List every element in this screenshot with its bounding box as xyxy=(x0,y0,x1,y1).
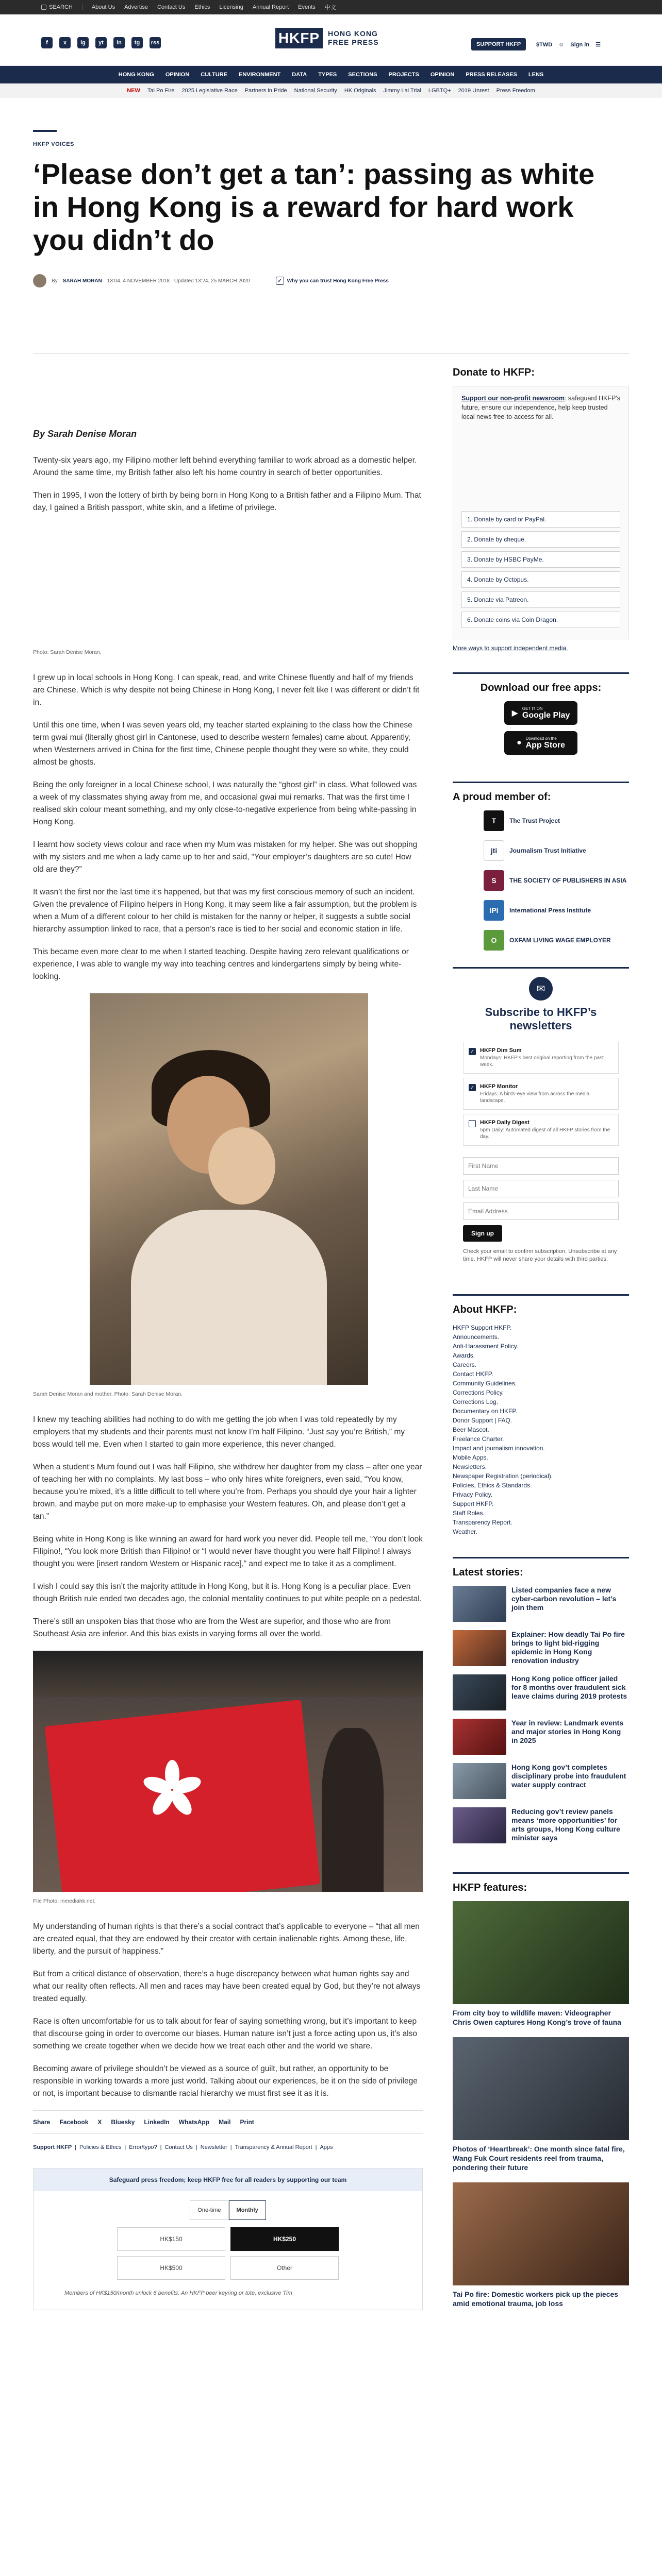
about-link[interactable]: Donor Support | FAQ. xyxy=(453,1417,512,1424)
currency-selector[interactable]: $TWD xyxy=(536,41,553,48)
about-link[interactable]: Policies, Ethics & Standards. xyxy=(453,1482,532,1489)
nav-item-projects[interactable]: PROJECTS xyxy=(388,72,419,78)
article-author: By Sarah Denise Moran xyxy=(33,429,137,439)
youtube-icon[interactable]: yt xyxy=(95,37,107,48)
telegram-icon[interactable]: tg xyxy=(131,37,143,48)
member-oxfam[interactable]: O OXFAM LIVING WAGE EMPLOYER xyxy=(484,930,629,951)
separator: | xyxy=(75,2144,77,2150)
trust-link[interactable] xyxy=(276,277,389,285)
donate-text xyxy=(461,394,620,421)
newsletter-title: Subscribe to HKFP’s newsletters xyxy=(485,1006,597,1032)
utility-contact[interactable]: Contact Us xyxy=(157,4,186,10)
share-mail[interactable]: Mail xyxy=(219,2119,231,2126)
paragraph: Being the only foreigner in a local Chinese school, I was naturally the “ghost girl” in class. What followed was a week of my classmates shying away from me, and occasional gwai mui remarks. That was the first time I realised skin colour meant something, and my only close-to-negative experience from being white-passing in Hong Kong. xyxy=(33,781,417,826)
member-trust-project[interactable]: T The Trust Project xyxy=(484,810,629,831)
utility-search[interactable] xyxy=(41,4,73,10)
about-link[interactable]: Beer Mascot. xyxy=(453,1426,489,1433)
donate-option[interactable]: 3. Donate by HSBC PayMe. xyxy=(461,551,620,568)
paragraph: When a student’s Mum found out I was half Filipino, she withdrew her daughter from my class – after one year of teaching her with no complaints. My last boss – who only hires white foreigners, even said, “You know, because you’re mixed, it’s a little difficult to tell where you’re from. Perhaps you should dye your hair a lighter brown, and maybe put on more make-up to emphasise your Western features. Oh, and please don’t get a tan.” xyxy=(33,1463,422,1521)
section-rule xyxy=(453,967,629,969)
donate-text-body: : safeguard HKFP's future, ensure our independence, help keep trusted local news free-to-access for all. xyxy=(461,395,620,420)
linkedin-icon[interactable]: in xyxy=(113,37,125,48)
oxfam-logo: O xyxy=(484,930,504,951)
separator: | xyxy=(124,2144,126,2150)
email-field[interactable] xyxy=(463,1202,619,1220)
last-name-field[interactable] xyxy=(463,1180,619,1197)
member-jti[interactable]: jti Journalism Trust Initiative xyxy=(484,840,629,861)
jti-logo: jti xyxy=(484,840,504,861)
feature-image xyxy=(453,1901,629,2004)
about-link[interactable]: Newsletters. xyxy=(453,1463,487,1470)
about-link[interactable]: Support HKFP. xyxy=(453,1500,494,1507)
author-avatar xyxy=(33,274,46,287)
nav-item-lens[interactable]: LENS xyxy=(528,72,544,78)
logo-name: HONG KONG FREE PRESS xyxy=(328,29,379,46)
utility-advertise[interactable]: Advertise xyxy=(124,4,148,10)
donate-title: Donate to HKFP: xyxy=(453,367,535,378)
facebook-icon[interactable]: f xyxy=(41,37,53,48)
donate-option[interactable]: 1. Donate by card or PayPal. xyxy=(461,511,620,528)
newsletter-note: Check your email to confirm subscription. Unsubscribe at any time. HKFP will never share your details with third parties. xyxy=(463,1248,617,1262)
photo-caption: File Photo: inmediahk.net. xyxy=(33,1898,96,1904)
about-link[interactable]: Mobile Apps. xyxy=(453,1454,488,1461)
about-link[interactable]: Contact HKFP. xyxy=(453,1370,493,1378)
donate-option[interactable]: 6. Donate coins via Coin Dragon. xyxy=(461,612,620,628)
about-link[interactable]: Staff Roles. xyxy=(453,1510,485,1517)
latest-story[interactable]: Hong Kong police officer jailed for 8 months over fraudulent sick leave claims during 2019 protests xyxy=(453,1674,629,1710)
social-links xyxy=(41,37,161,48)
utility-events[interactable]: Events xyxy=(298,4,316,10)
frequency-monthly[interactable]: Monthly xyxy=(229,2200,266,2220)
policies-link[interactable]: Policies & Ethics xyxy=(79,2144,122,2150)
about-link[interactable]: Documentary on HKFP. xyxy=(453,1408,518,1415)
newsletter-signup xyxy=(453,977,629,1263)
mother-daughter-photo xyxy=(90,993,368,1385)
about-link[interactable]: Community Guidelines. xyxy=(453,1380,517,1387)
logo-mark: HKFP xyxy=(275,28,323,48)
utility-chinese[interactable]: 中文 xyxy=(324,5,336,11)
checkbox-checked-icon[interactable]: ✓ xyxy=(469,1084,476,1091)
about-link[interactable]: HKFP Support HKFP. xyxy=(453,1324,512,1331)
paragraph: Being white in Hong Kong is like winning an award for hard work you never did. People tell me, “You don’t look Filipino!, “You look more British than Filipino! or “I would never have thought you were half Filipino! I always thought you were [insert random Western or Hispanic race],” and expect me to take it as a compliment. xyxy=(33,1535,423,1568)
nav-item-sections[interactable]: SECTIONS xyxy=(348,72,377,78)
latest-story[interactable]: Explainer: How deadly Tai Po fire brings to light bid-rigging epidemic in Hong Kong renovation industry xyxy=(453,1630,629,1666)
about-links xyxy=(453,1323,629,1536)
sopa-logo: S xyxy=(484,870,504,891)
about-link[interactable]: Transparency Report. xyxy=(453,1519,512,1526)
donate-panel xyxy=(453,386,629,639)
paragraph: Until this one time, when I was seven years old, my teacher started explaining to the class how the Chinese term gwai mui (literally ghost girl in Cantonese, used to describe western females) came about. Apparently, when Westerners arrived in China for the first time, Chinese people thought they were so white, they could almost be ghosts. xyxy=(33,721,412,767)
trending-link[interactable]: HK Originals xyxy=(344,88,376,94)
about-link[interactable]: Anti-Harassment Policy. xyxy=(453,1343,519,1350)
paragraph: It wasn’t the first nor the last time it’s happened, but that was my first conscious memory of such an incident. Given the prevalence of Filipino helpers in Hong Kong, it may seem like a fair assumption, but the problem is when a Mum of a different colour to her child is mistaken for the nanny or helper, it suggests a subtle social hierarchy assumption linked to race, that a person’s race is tied to her social and economic station in life. xyxy=(33,888,417,934)
about-link[interactable]: Announcements. xyxy=(453,1333,500,1341)
member-ipi[interactable]: IPI International Press Institute xyxy=(484,900,629,921)
utility-licensing[interactable]: Licensing xyxy=(219,4,243,10)
section-rule xyxy=(453,1872,629,1874)
apple-icon: ● xyxy=(516,738,522,747)
donate-image-placeholder xyxy=(461,429,620,511)
about-link[interactable]: Awards. xyxy=(453,1352,475,1359)
nav-item-opinion-2[interactable]: OPINION xyxy=(430,72,455,78)
paragraph: I learnt how society views colour and race when my Mum was mistaken for my helper. She was out shopping with my sisters and me when a lady came up to her and said, “Your employer’s daughters are so cute! How old are they?” xyxy=(33,840,418,874)
donation-banner: Safeguard press freedom; keep HKFP free for all readers by supporting our team xyxy=(34,2168,422,2191)
byline-dates: 13:04, 4 NOVEMBER 2018 · Updated 13:24, 25 MARCH 2020 xyxy=(107,278,250,284)
apps-link[interactable]: Apps xyxy=(320,2144,333,2150)
donation-amounts xyxy=(34,2227,422,2280)
paragraph: Race is often uncomfortable for us to talk about for fear of saying something wrong, but it’s important to keep that discourse going in order to overcome our biases. Human nature isn’t just a force acting upon us, it’s also something we create together when we decide how we treat each other and the world we share. xyxy=(33,2017,417,2050)
features-title: HKFP features: xyxy=(453,1882,527,1893)
about-link[interactable]: Freelance Charter. xyxy=(453,1435,504,1443)
trending-link[interactable]: 2025 Legislative Race xyxy=(181,88,238,94)
separator: | xyxy=(315,2144,317,2150)
latest-title: Latest stories: xyxy=(453,1567,523,1578)
nav-item-opinion[interactable]: OPINION xyxy=(165,72,190,78)
site-header xyxy=(0,14,662,66)
paragraph: There’s still an unspoken bias that those who are from the West are superior, and those who are from Southeast Asia are inferior. And this bias exists in varying forms all over the world. xyxy=(33,1617,391,1638)
section-rule xyxy=(453,1294,629,1296)
article-body xyxy=(33,367,423,2310)
utility-bar xyxy=(0,0,662,14)
separator: | xyxy=(195,2144,197,2150)
byline-by: By xyxy=(52,278,58,284)
nav-item-culture[interactable]: CULTURE xyxy=(201,72,227,78)
photo-caption: Photo: Sarah Denise Moran. xyxy=(33,649,102,655)
nav-item-hong-kong[interactable]: HONG KONG xyxy=(118,72,154,78)
donate-option[interactable]: 4. Donate by Octopus. xyxy=(461,571,620,588)
trust-project-logo: T xyxy=(484,810,504,831)
signin-link[interactable]: Sign in xyxy=(570,41,590,48)
latest-story[interactable]: Hong Kong gov’t completes disciplinary probe into fraudulent water supply contract xyxy=(453,1763,629,1799)
mail-icon: ✉ xyxy=(529,977,553,1001)
latest-story[interactable]: Listed companies face a new cyber-carbon revolution – let’s join them xyxy=(453,1586,629,1622)
byline xyxy=(33,274,629,287)
header-accent-bar xyxy=(33,130,57,132)
article-kicker[interactable]: HKFP VOICES xyxy=(33,141,74,147)
apps-title: Download our free apps: xyxy=(480,682,602,693)
about-title: About HKFP: xyxy=(453,1304,517,1315)
separator: | xyxy=(160,2144,162,2150)
sidebar xyxy=(453,367,629,2318)
checkbox-icon[interactable] xyxy=(469,1120,476,1127)
transparency-link[interactable]: Transparency & Annual Report xyxy=(235,2144,312,2150)
trending-bar xyxy=(0,83,662,98)
feature-story[interactable]: Photos of ‘Heartbreak’: One month since fatal fire, Wang Fuk Court residents reel from trauma, pondering their future xyxy=(453,2037,629,2172)
newsletter-option[interactable]: HKFP Daily Digest 5pm Daily: Automated digest of all HKFP stories from the day. xyxy=(463,1114,619,1146)
share-bluesky[interactable]: Bluesky xyxy=(111,2119,135,2126)
membership-note: Members of HK$150/month unlock 6 benefits: An HKFP beer keyring or tote, exclusive Tim xyxy=(64,2290,292,2296)
section-rule xyxy=(453,782,629,783)
app-store-button[interactable]: ● Download on the App Store xyxy=(504,731,577,755)
error-typo-link[interactable]: Error/typo? xyxy=(129,2144,157,2150)
main-nav xyxy=(0,66,662,83)
paragraph: Then in 1995, I won the lottery of birth by being born in Hong Kong to a British father and a Filipino Mum. That day, I gained a British passport, white skin, and a lifetime of privilege. xyxy=(33,491,421,512)
feature-story[interactable]: From city boy to wildlife maven: Videographer Chris Owen captures Hong Kong’s trove of fauna xyxy=(453,1901,629,2027)
instagram-icon[interactable]: ig xyxy=(77,37,89,48)
trending-link[interactable]: Tai Po Fire xyxy=(147,88,175,94)
rss-icon[interactable]: rss xyxy=(150,37,161,48)
paragraph: But from a critical distance of observation, there’s a huge discrepancy between what human rights say and what our reality often reflects. All men and races may have been created equal by God, but they’re not always treated equally. xyxy=(33,1970,421,2003)
signup-button[interactable]: Sign up xyxy=(463,1225,502,1242)
share-print[interactable]: Print xyxy=(240,2119,254,2126)
paragraph: Twenty-six years ago, my Filipino mother left behind everything familiar to work abroad as a domestic helper. Around the same time, my British father also left his home country in search of better opportunities. xyxy=(33,456,417,477)
paragraph: I wish I could say this isn’t the majority attitude in Hong Kong, but it is. Hong Kong is a peculiar place. Even though British rule ended two decades ago, the colonial mentality continues to put white people on a pedestal. xyxy=(33,1582,422,1603)
frequency-toggle xyxy=(34,2200,422,2220)
paragraph: I knew my teaching abilities had nothing to do with me getting the job when I was told repeatedly by my employers that my students and their parents must not know I’m half Filipino. “Just say you’re British,” my boss would tell me. Even when I started to gain more experience, this never changed. xyxy=(33,1415,405,1449)
search-icon xyxy=(41,5,46,10)
donate-option[interactable]: 5. Donate via Patreon. xyxy=(461,591,620,608)
paragraph: Becoming aware of privilege shouldn’t be viewed as a source of guilt, but rather, an opportunity to be responsible in working towards a more just world. Talking about our experiences, be it on the side of privilege or not, is important because to dismantle racial hierarchy we must first see it as it is. xyxy=(33,2064,418,2098)
story-thumbnail xyxy=(453,1674,506,1710)
x-icon[interactable]: x xyxy=(59,37,71,48)
story-thumbnail xyxy=(453,1807,506,1843)
article-header xyxy=(33,130,629,287)
checkbox-checked-icon[interactable]: ✓ xyxy=(469,1048,476,1055)
amount-option[interactable]: HK$150 xyxy=(117,2227,225,2251)
newsletter-link[interactable]: Newsletter xyxy=(200,2144,227,2150)
donate-text-link[interactable]: Support our non-profit newsroom xyxy=(461,395,565,402)
play-icon: ▶ xyxy=(511,709,518,718)
amount-option-other[interactable]: Other xyxy=(230,2256,339,2280)
header-links xyxy=(536,41,601,48)
share-facebook[interactable]: Facebook xyxy=(59,2119,89,2126)
story-thumbnail xyxy=(453,1586,506,1622)
contact-link[interactable]: Contact Us xyxy=(164,2144,193,2150)
about-link[interactable]: Corrections Log. xyxy=(453,1398,499,1405)
flag-protest-photo xyxy=(33,1651,423,1892)
section-rule xyxy=(453,1557,629,1558)
nav-item-environment[interactable]: ENVIRONMENT xyxy=(239,72,281,78)
more-ways-link[interactable]: More ways to support independent media. xyxy=(453,645,568,652)
checkmark-icon: ✓ xyxy=(276,277,284,285)
trending-link[interactable]: LGBTQ+ xyxy=(428,88,451,94)
about-link[interactable]: Newspaper Registration (periodical). xyxy=(453,1472,553,1480)
utility-search-label: SEARCH xyxy=(49,4,73,10)
about-link[interactable]: Weather. xyxy=(453,1528,477,1535)
bauhinia-icon xyxy=(141,1759,203,1821)
section-rule xyxy=(453,672,629,674)
share-label: Share xyxy=(33,2119,51,2126)
article-headline: ‘Please don’t get a tan’: passing as white in Hong Kong is a reward for hard work you didn’t do xyxy=(33,158,595,256)
feature-image xyxy=(453,2182,629,2285)
first-name-field[interactable] xyxy=(463,1157,619,1175)
about-link[interactable]: Careers. xyxy=(453,1361,477,1368)
utility-about[interactable]: About Us xyxy=(91,4,115,10)
latest-story[interactable]: Reducing gov’t review panels means ‘more opportunities’ for arts groups, Hong Kong culture minister says xyxy=(453,1807,629,1843)
share-linkedin[interactable]: LinkedIn xyxy=(144,2119,170,2126)
member-sopa[interactable]: S THE SOCIETY OF PUBLISHERS IN ASIA xyxy=(484,870,629,891)
support-link[interactable]: Support HKFP xyxy=(33,2144,72,2150)
new-badge: NEW xyxy=(127,88,140,94)
utility-annual-report[interactable]: Annual Report xyxy=(252,4,289,10)
latest-story[interactable]: Year in review: Landmark events and major stories in Hong Kong in 2025 xyxy=(453,1719,629,1755)
paragraph: I grew up in local schools in Hong Kong. I can speak, read, and write Chinese fluently and half of my friends are Chinese. Which is why despite not being Chinese in Hong Kong, I never felt like I was different or didn’t fit in. xyxy=(33,673,420,707)
trending-link[interactable]: 2019 Unrest xyxy=(458,88,489,94)
share-bar xyxy=(33,2110,423,2134)
trust-link-label: Why you can trust Hong Kong Free Press xyxy=(287,278,389,284)
trending-link[interactable]: Partners in Pride xyxy=(244,88,287,94)
story-thumbnail xyxy=(453,1763,506,1799)
feature-image xyxy=(453,2037,629,2140)
google-play-button[interactable]: ▶ GET IT ON Google Play xyxy=(504,701,577,725)
user-icon[interactable]: ☺ xyxy=(558,41,565,48)
about-link[interactable]: Impact and journalism innovation. xyxy=(453,1445,545,1452)
about-link[interactable]: Privacy Policy. xyxy=(453,1491,493,1498)
support-hkfp-button[interactable]: SUPPORT HKFP xyxy=(471,38,526,50)
nav-item-data[interactable]: DATA xyxy=(292,72,307,78)
nav-item-press-releases[interactable]: PRESS RELEASES xyxy=(466,72,517,78)
paragraph: This became even more clear to me when I started teaching. Despite having zero relevant qualifications or experience, I was able to wangle my way into teaching centres and kindergartens simply by being white-looking. xyxy=(33,947,409,981)
donate-option[interactable]: 2. Donate by cheque. xyxy=(461,531,620,548)
menu-icon[interactable]: ☰ xyxy=(595,42,601,48)
donation-widget xyxy=(33,2168,423,2310)
frequency-one-time[interactable]: One-time xyxy=(190,2200,228,2220)
photo-caption: Sarah Denise Moran and mother. Photo: Sarah Denise Moran. xyxy=(33,1391,183,1397)
trending-link[interactable]: Press Freedom xyxy=(496,88,535,94)
support-links xyxy=(33,2141,423,2154)
author-link[interactable]: SARAH MORAN xyxy=(62,278,102,284)
feature-story[interactable]: Tai Po fire: Domestic workers pick up the pieces amid emotional trauma, job loss xyxy=(453,2182,629,2308)
member-title: A proud member of: xyxy=(453,791,551,803)
nav-item-types[interactable]: TYPES xyxy=(318,72,337,78)
divider xyxy=(33,353,629,354)
article-spacer xyxy=(33,524,423,643)
story-thumbnail xyxy=(453,1719,506,1755)
newsletter-option[interactable]: ✓ HKFP Monitor Fridays: A birds-eye view from across the media landscape. xyxy=(463,1078,619,1110)
share-x[interactable]: X xyxy=(97,2119,102,2126)
paragraph: My understanding of human rights is that there’s a social contract that’s applicable to everyone – “that all men are created equal, that they are endowed by their creator with certain inalienable rights. Among these, life, liberty, and the pursuit of happiness.” xyxy=(33,1922,420,1956)
trending-link[interactable]: National Security xyxy=(294,88,337,94)
amount-option[interactable]: HK$500 xyxy=(117,2256,225,2280)
story-thumbnail xyxy=(453,1630,506,1666)
newsletter-option[interactable]: ✓ HKFP Dim Sum Mondays: HKFP's best original reporting from the past week. xyxy=(463,1042,619,1074)
trending-link[interactable]: Jimmy Lai Trial xyxy=(383,88,421,94)
ipi-logo: IPI xyxy=(484,900,504,921)
site-logo[interactable] xyxy=(275,28,379,48)
share-whatsapp[interactable]: WhatsApp xyxy=(178,2119,210,2126)
separator: | xyxy=(230,2144,232,2150)
about-link[interactable]: Corrections Policy. xyxy=(453,1389,504,1396)
amount-option-selected[interactable]: HK$250 xyxy=(230,2227,339,2251)
utility-ethics[interactable]: Ethics xyxy=(194,4,210,10)
